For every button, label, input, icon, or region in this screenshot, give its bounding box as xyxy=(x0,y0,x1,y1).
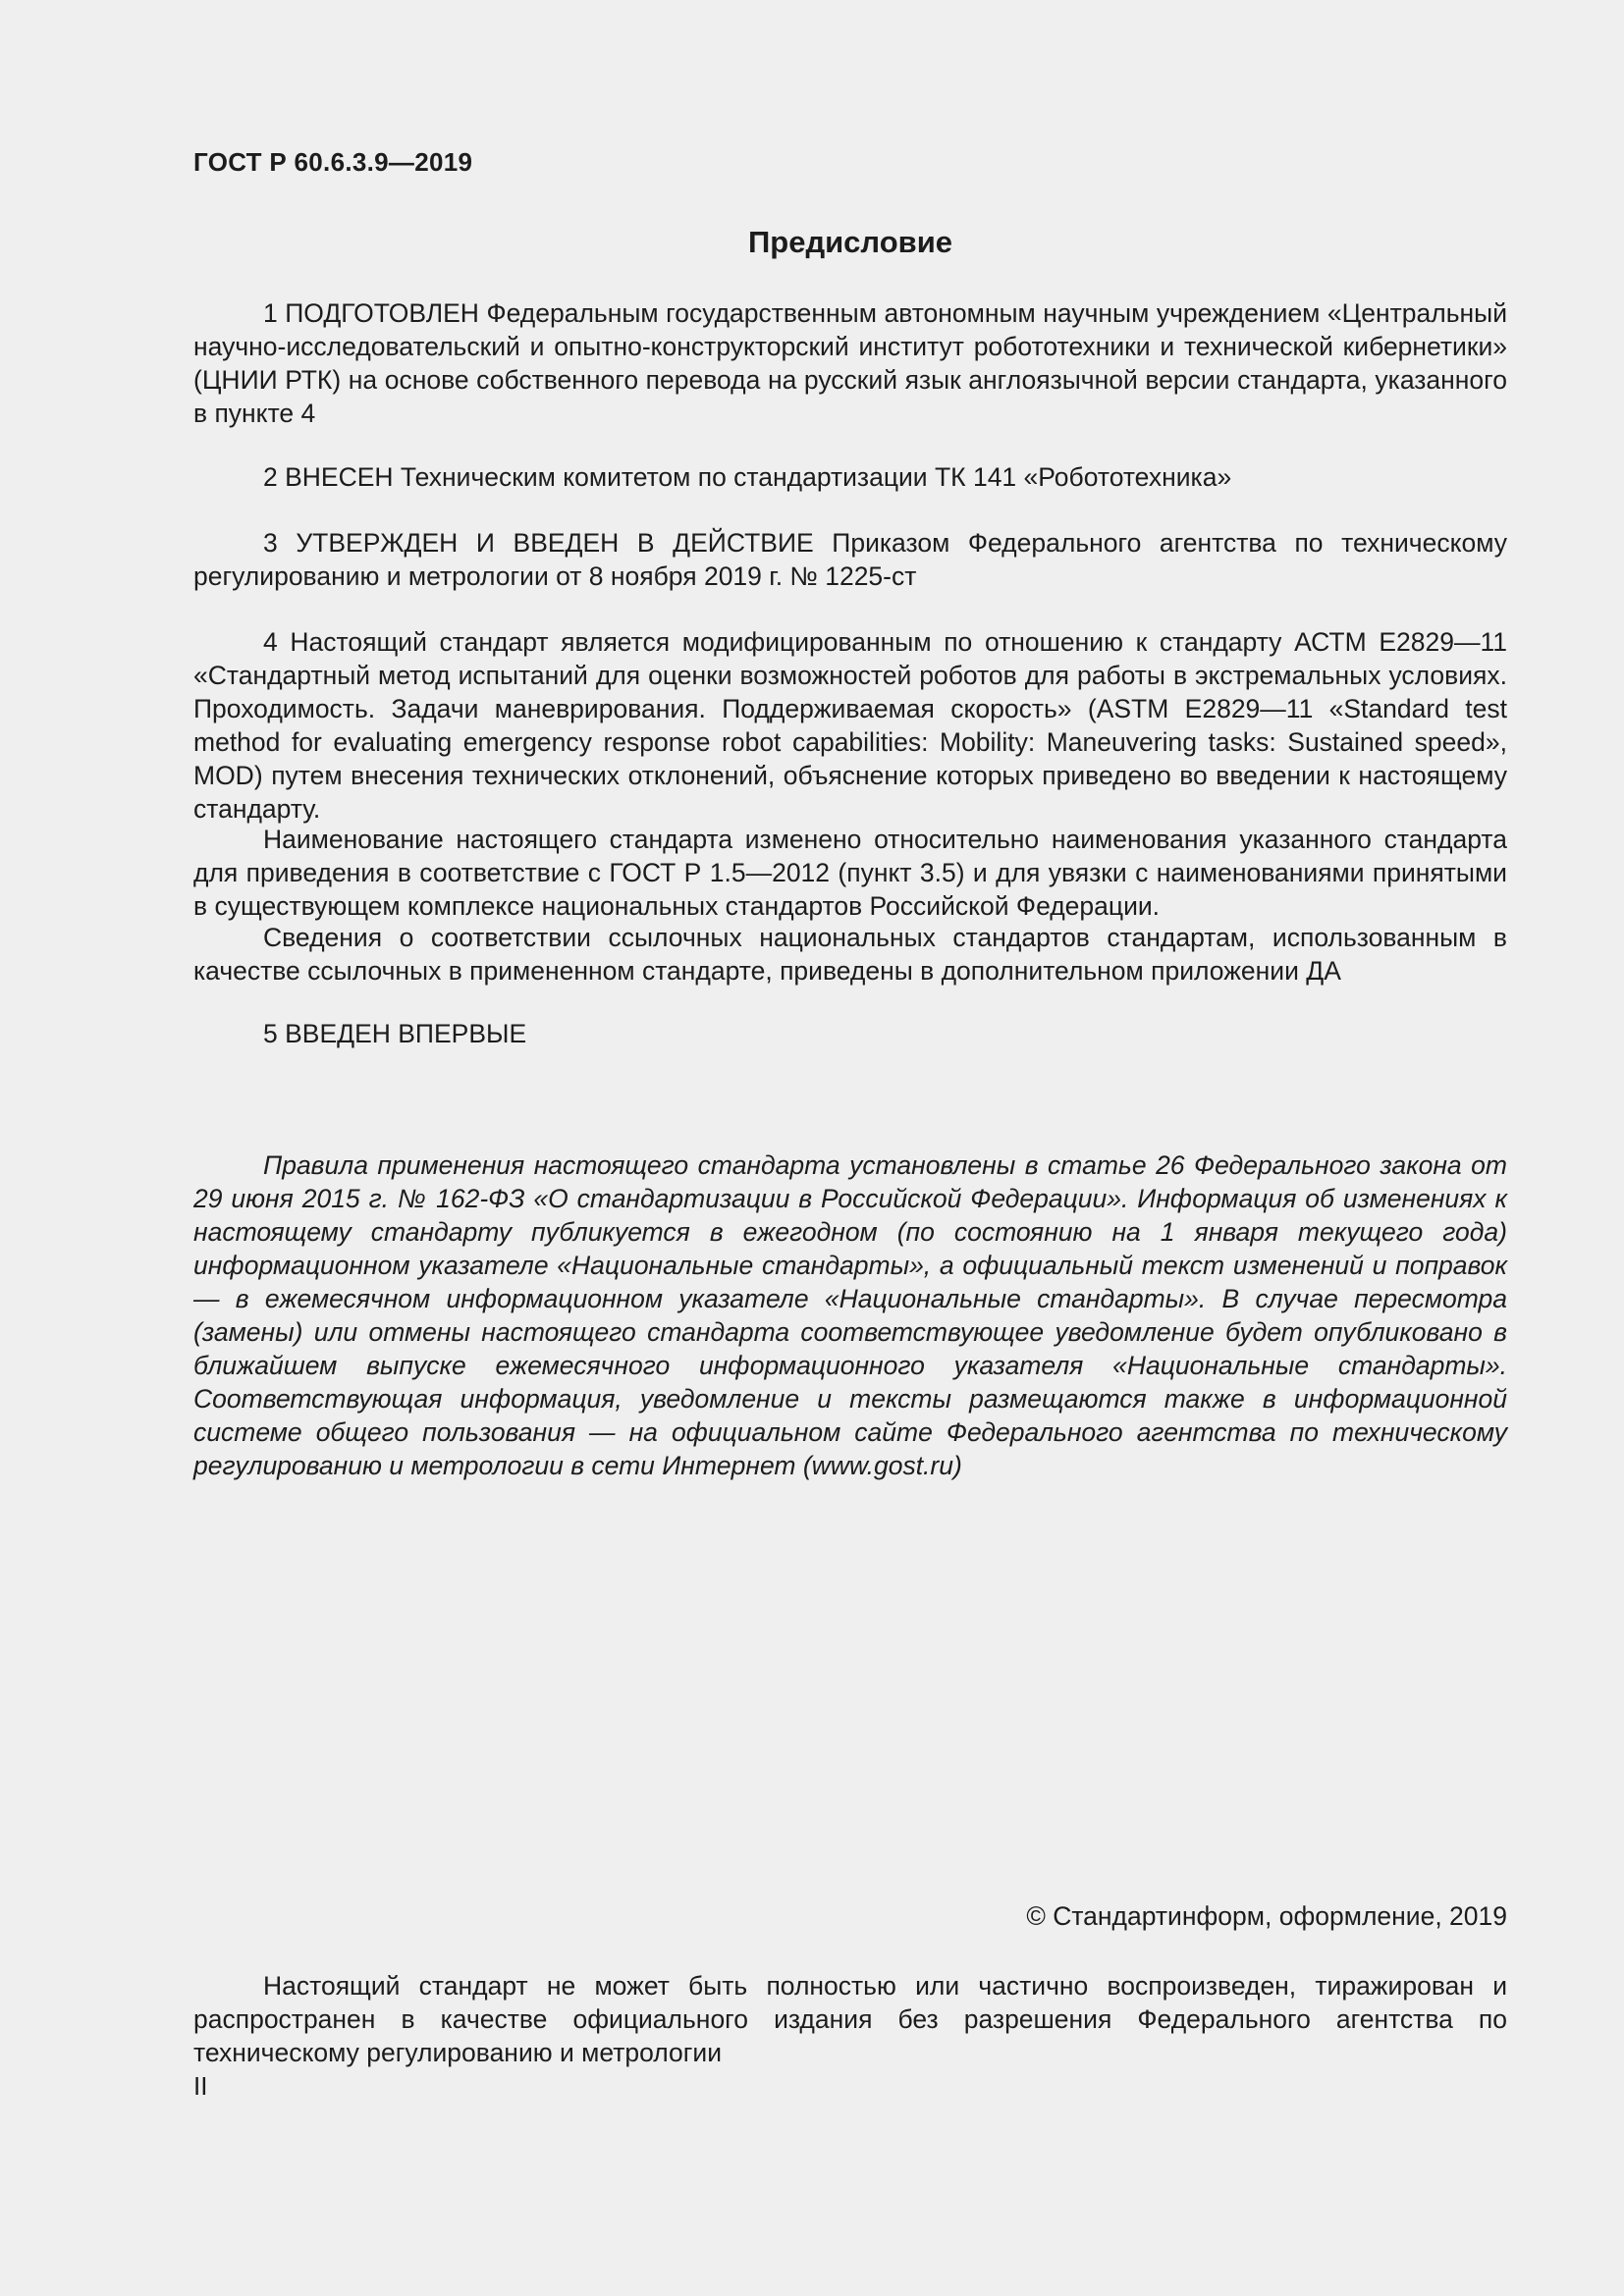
section-title: Предисловие xyxy=(747,225,952,259)
rules-notice: Правила применения настоящего стандарта установлены в статье 26 Федерального закона от 29 июня 2015 г. № 162-ФЗ «О стандартизации в Российской Федерации». Информация об изменениях к настоящему стандарту публикуется в ежегодном (по состоянию на 1 января текущего года) информационном указателе «Национальные стандарты», а официальный текст изменений и поправок — в ежемесячном информационном указателе «Национальные стандарты». В случае пересмотра (замены) или отмены настоящего стандарта соответствующее уведомление будет опубликовано в ближайшем выпуске ежемесячного информационного указателя «Национальные стандарты». Соответствующая информация, уведомление и тексты размещаются также в информационной системе общего пользования — на официальном сайте Федерального агентства по техническому регулированию и метрологии в сети Интернет (www.gost.ru) xyxy=(193,1150,1507,1480)
paragraph-first-introduced: 5 ВВЕДЕН ВПЕРВЫЕ xyxy=(263,1019,527,1048)
document-code: ГОСТ Р 60.6.3.9—2019 xyxy=(193,147,473,177)
paragraph-introduced: 2 ВНЕСЕН Техническим комитетом по стандартизации ТК 141 «Робототехника» xyxy=(263,462,1232,492)
paragraph-name-change: Наименование настоящего стандарта изменено относительно наименования указанного стандарта для приведения в соответствие с ГОСТ Р 1.5—2012 (пункт 3.5) и для увязки с наименованиями принятыми в существующем комплексе национальных стандартов Российской Федерации. xyxy=(193,825,1507,921)
copyright-line: © Стандартинформ, оформление, 2019 xyxy=(1026,1901,1507,1931)
paragraph-prepared: 1 ПОДГОТОВЛЕН Федеральным государственным автономным научным учреждением «Центральный научно-исследовательский и опытно-конструкторский институт робототехники и технической кибернетики» (ЦНИИ РТК) на основе собственного перевода на русский язык англоязычной версии стандарта, указанного в пункте 4 xyxy=(193,298,1507,428)
paragraph-modified-standard: 4 Настоящий стандарт является модифицированным по отношению к стандарту АСТМ Е2829—11 «Стандартный метод испытаний для оценки возможностей роботов для работы в экстремальных условиях. Проходимость. Задачи маневрирования. Поддерживаемая скорость» (ASTM E2829—11 «Standard test method for evaluating emergency response robot capabilities: Mobility: Maneuvering tasks: Sustained speed», MOD) путем внесения технических отклонений, объяснение которых приведено во введении к настоящему стандарту. xyxy=(193,627,1507,824)
document-page xyxy=(193,0,1507,2296)
reproduction-notice: Настоящий стандарт не может быть полностью или частично воспроизведен, тиражирован и распространен в качестве официального издания без разрешения Федерального агентства по техническому регулированию и метрологии xyxy=(193,1971,1507,2067)
paragraph-approved: 3 УТВЕРЖДЕН И ВВЕДЕН В ДЕЙСТВИЕ Приказом Федерального агентства по техническому регулированию и метрологии от 8 ноября 2019 г. № 1225-ст xyxy=(193,528,1507,591)
page-number: II xyxy=(193,2071,208,2101)
paragraph-references: Сведения о соответствии ссылочных национальных стандартов стандартам, использованным в качестве ссылочных в примененном стандарте, приведены в дополнительном приложении ДА xyxy=(193,923,1507,986)
